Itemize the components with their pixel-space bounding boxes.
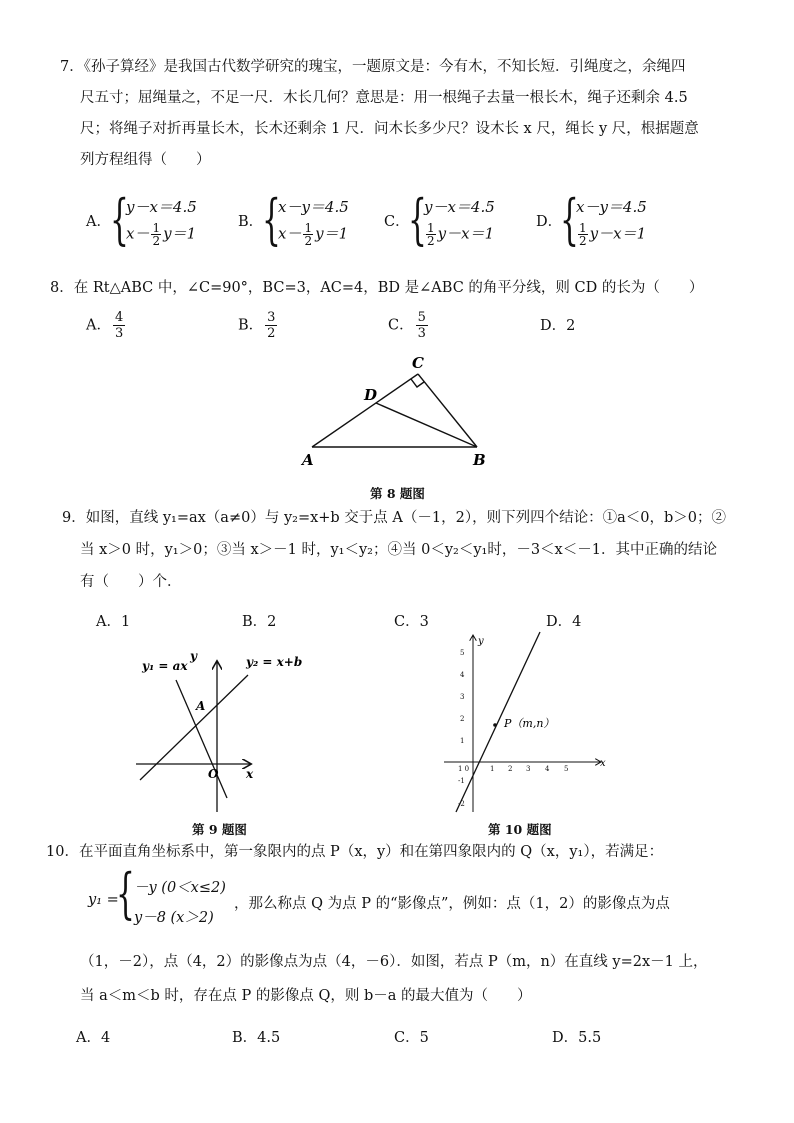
label-a: A [302,451,314,469]
equation-2: $\frac{1}{2}$ y－x＝1 [579,221,647,248]
q7-line-3: 尺；将绳子对折再量长木，长木还剩余 1 尺．问木长多少尺？设木长 x 尺，绳长 y 尺，根据题意 [80,121,699,137]
label-d: D [364,386,378,404]
q9-line-3: 有（ ）个． [80,574,182,590]
option-label: B． [238,214,264,230]
option-label: A． [86,214,111,230]
label-x: x [246,767,254,781]
option-fraction: $\frac{5}{3}$ [417,310,426,341]
bisector-bd [376,403,477,447]
q10-line-2: ，那么称点 Q 为点 P 的“影像点”，例如：点（1，2）的影像点为点 [234,896,670,912]
option-fraction: $\frac{4}{3}$ [114,310,124,341]
label-p: P（m,n） [504,717,555,730]
x-tick: 3 [526,765,531,773]
q7-option-a[interactable]: A． { y－x＝4.5 x－ $\frac{1}{2}$ y＝1 [86,188,197,251]
side-ac [312,374,418,447]
equation-2: x－ $\frac{1}{2}$ y＝1 [126,221,197,248]
piecewise-case-2: y－8 (x＞2) [134,910,214,926]
right-angle-mark [411,379,424,387]
q10-option-b[interactable]: B．4.5 [232,1030,281,1046]
equation-1: x－y＝4.5 [576,198,647,216]
q7-option-d[interactable]: D． { x－y＝4.5 $\frac{1}{2}$ y－x＝1 [536,188,647,251]
q10-figure-caption: 第 10 题图 [488,822,552,837]
origin-label: 1 0 [458,765,470,773]
piecewise-lhs: y₁ = [88,892,119,908]
y-tick: 2 [460,715,465,723]
lines-figure [130,640,303,815]
option-value: 2 [566,318,576,334]
piecewise-case-1: －y (0＜x≤2) [134,880,226,896]
q10-option-a[interactable]: A．4 [76,1030,111,1046]
label-c: C [412,354,424,372]
label-y1: y₁ = ax [142,659,188,673]
x-tick: 5 [564,765,569,773]
label-y: y [190,649,197,663]
equation-2: $\frac{1}{2}$ y－x＝1 [427,221,495,248]
option-label: B． [238,317,264,334]
option-label: D． [540,318,567,334]
label-x: x [600,758,606,769]
label-origin: O [208,767,219,781]
q7-line-2: 尺五寸；屈绳量之，不足一尺．木长几何？意思是：用一根绳子去量一根长木，绳子还剩余 4.5 [80,90,688,106]
q10-option-c[interactable]: C．5 [394,1030,429,1046]
label-y: y [478,636,484,647]
y-tick: 1 [460,737,465,745]
y-tick: -2 [458,800,465,808]
option-label: D． [536,214,563,230]
y-tick: 4 [460,671,465,679]
x-tick: 2 [508,765,513,773]
q9-figure-caption: 第 9 题图 [192,822,247,837]
point-p [493,723,497,727]
q9-option-a[interactable]: A．1 [96,614,131,630]
triangle-figure [290,350,500,475]
label-b: B [473,451,486,469]
option-label: A． [86,317,111,334]
equation-1: x－y＝4.5 [278,198,349,216]
q8-option-a[interactable] [86,310,125,341]
q8-option-d[interactable] [540,314,575,335]
option-fraction: $\frac{3}{2}$ [267,310,276,341]
q8-option-b[interactable] [238,310,277,341]
equation-1: y－x＝4.5 [424,198,495,216]
y-tick: -1 [458,777,465,785]
equation-1: y－x＝4.5 [126,198,197,216]
side-bc [418,374,477,447]
q7-option-b[interactable]: B． { x－y＝4.5 x－ $\frac{1}{2}$ y＝1 [238,188,349,251]
equation-2: x－ $\frac{1}{2}$ y＝1 [278,221,349,248]
q7-option-c[interactable]: C． { y－x＝4.5 $\frac{1}{2}$ y－x＝1 [384,188,495,251]
y-tick: 3 [460,693,465,701]
q10-line-1: 10．在平面直角坐标系中，第一象限内的点 P（x，y）和在第四象限内的 Q（x，y₁），若满足： [46,844,664,860]
q10-line-4: 当 a＜m＜b 时，存在点 P 的影像点 Q，则 b－a 的最大值为（ ） [80,988,532,1004]
y-tick: 5 [460,649,465,657]
q9-line-1: 9．如图，直线 y₁=ax（a≠0）与 y₂=x+b 交于点 A（－1，2），则下列四个结论：①a＜0，b＞0；② [62,510,726,526]
line-y1 [176,680,227,798]
q7-line-4: 列方程组得（ ） [80,152,211,168]
q9-option-b[interactable]: B．2 [242,614,277,630]
q9-option-c[interactable]: C．3 [394,614,429,630]
q8-figure-caption: 第 8 题图 [370,486,425,501]
q10-line-3: （1，－2），点（4，2）的影像点为点（4，－6）．如图，若点 P（m，n）在直线 y=2x－1 上， [80,954,708,970]
q7-line-1: 7．《孙子算经》是我国古代数学研究的瑰宝，一题原文是：今有木，不知长短．引绳度之，余绳四 [60,59,686,75]
coordinate-figure [440,630,610,815]
label-a: A [196,699,206,713]
q10-option-d[interactable]: D．5.5 [552,1030,602,1046]
x-tick: 1 [490,765,495,773]
q8-option-c[interactable] [388,310,428,341]
q9-line-2: 当 x＞0 时，y₁＞0；③当 x＞－1 时，y₁＜y₂；④当 0＜y₂＜y₁时，－3＜x＜－1．其中正确的结论 [80,542,717,558]
q9-option-d[interactable]: D．4 [546,614,582,630]
option-label: C． [384,214,410,230]
option-label: C． [388,317,414,334]
label-y2: y₂ = x+b [246,655,303,669]
q8-line: 8．在 Rt△ABC 中，∠C=90°，BC=3，AC=4，BD 是∠ABC 的角平分线，则 CD 的长为（ ） [50,280,704,296]
q10-piecewise: y₁ = { －y (0＜x≤2) y－8 (x＞2) ，那么称点 Q 为点 P 的“影像点”，例如：点（1，2）的影像点为点 [88,862,670,926]
x-tick: 4 [545,765,550,773]
